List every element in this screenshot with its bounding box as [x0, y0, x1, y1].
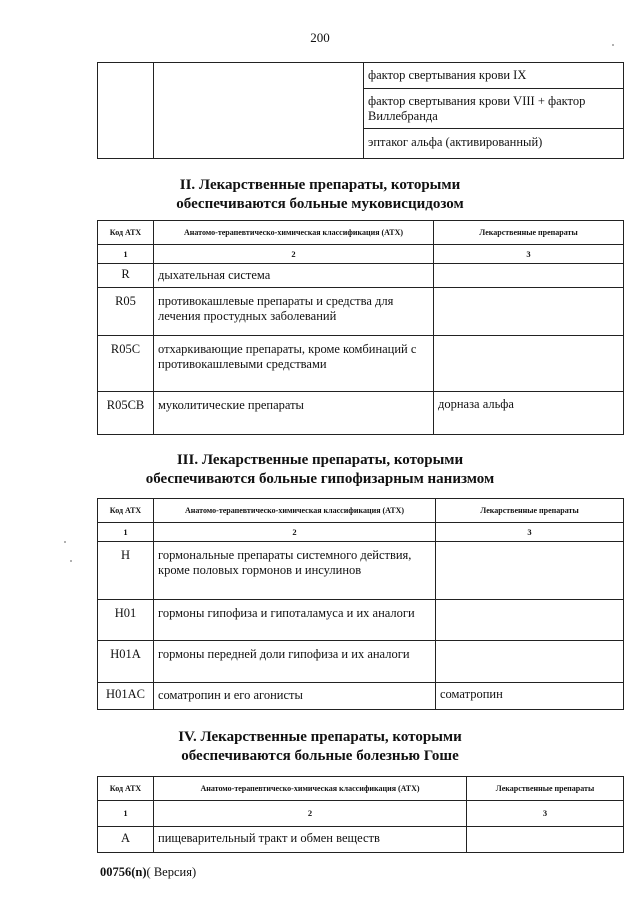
atc-class: муколитические препараты — [154, 392, 434, 435]
footer-version: ( Версия) — [146, 865, 197, 879]
atc-class: противокашлевые препараты и средства для лечения простудных заболеваний — [154, 288, 434, 336]
table-cell: фактор свертывания крови VIII + фактор Виллебранда — [364, 89, 624, 129]
atc-class: соматропин и его агонисты — [154, 683, 436, 710]
section-title-line: III. Лекарственные препараты, которыми — [176, 452, 464, 468]
column-header: Анатомо-терапевтическо-химическая классификация (АТХ) — [154, 221, 434, 245]
atc-code: A — [98, 827, 154, 853]
drug-name — [434, 288, 624, 336]
table-row — [98, 641, 624, 683]
atc-class: гормональные препараты системного действия, кроме половых гормонов и инсулинов — [154, 542, 436, 600]
atc-code: R05CB — [98, 392, 154, 435]
drug-name — [434, 336, 624, 392]
column-number: 2 — [154, 245, 434, 264]
section-title-line: обеспечиваются больные болезнью Гоше — [181, 748, 459, 764]
drug-table — [97, 220, 624, 435]
section-title — [60, 176, 580, 214]
atc-class: гормоны передней доли гипофиза и их аналоги — [154, 641, 436, 683]
column-number: 2 — [154, 523, 436, 542]
table-cell: фактор свертывания крови IX — [364, 63, 624, 89]
table-cell — [98, 63, 154, 159]
atc-code: H01 — [98, 600, 154, 641]
column-header: Лекарственные препараты — [436, 499, 624, 523]
table-row — [98, 542, 624, 600]
footer-code — [100, 865, 196, 880]
scan-speck — [612, 44, 614, 46]
section-title-line: обеспечиваются больные гипофизарным нанизмом — [145, 471, 495, 487]
table-row — [98, 600, 624, 641]
table-row — [98, 264, 624, 288]
column-header: Код АТХ — [98, 499, 154, 523]
scan-speck — [70, 560, 72, 562]
atc-code: H01AC — [98, 683, 154, 710]
section-title — [60, 451, 580, 489]
column-number: 2 — [154, 801, 467, 827]
table-row — [98, 683, 624, 710]
scan-speck — [64, 541, 66, 543]
table-row — [98, 827, 624, 853]
drug-name — [436, 641, 624, 683]
column-number: 3 — [467, 801, 624, 827]
column-number: 1 — [98, 801, 154, 827]
drug-table — [97, 776, 624, 853]
section-title-line: обеспечиваются больные муковисцидозом — [176, 196, 464, 212]
atc-class: отхаркивающие препараты, кроме комбинаций с противокашлевыми средствами — [154, 336, 434, 392]
drug-name — [434, 264, 624, 288]
table-row — [98, 392, 624, 435]
atc-code: R05C — [98, 336, 154, 392]
page-number: 200 — [310, 30, 330, 45]
column-number: 3 — [436, 523, 624, 542]
column-number: 3 — [434, 245, 624, 264]
drug-table — [97, 498, 624, 710]
section-title — [60, 728, 580, 766]
atc-code: R — [98, 264, 154, 288]
atc-class: пищеварительный тракт и обмен веществ — [154, 827, 467, 853]
table-row — [98, 288, 624, 336]
table-row — [98, 336, 624, 392]
drug-name — [467, 827, 624, 853]
drug-name — [436, 542, 624, 600]
atc-class: дыхательная система — [154, 264, 434, 288]
column-number: 1 — [98, 523, 154, 542]
column-header: Лекарственные препараты — [434, 221, 624, 245]
drug-name — [436, 600, 624, 641]
column-number: 1 — [98, 245, 154, 264]
table-cell — [154, 63, 364, 159]
footer-doc-code: 00756(n) — [100, 865, 147, 879]
section-title-line: IV. Лекарственные препараты, которыми — [178, 729, 462, 745]
column-header: Код АТХ — [98, 777, 154, 801]
column-header: Анатомо-терапевтическо-химическая классификация (АТХ) — [154, 777, 467, 801]
atc-code: H — [98, 542, 154, 600]
atc-code: R05 — [98, 288, 154, 336]
column-header: Анатомо-терапевтическо-химическая классификация (АТХ) — [154, 499, 436, 523]
drug-name: дорназа альфа — [434, 392, 624, 435]
atc-class: гормоны гипофиза и гипоталамуса и их аналоги — [154, 600, 436, 641]
continuation-table — [97, 62, 624, 159]
section-title-line: II. Лекарственные препараты, которыми — [179, 177, 461, 193]
column-header: Лекарственные препараты — [467, 777, 624, 801]
column-header: Код АТХ — [98, 221, 154, 245]
table-cell: эптаког альфа (активированный) — [364, 129, 624, 159]
drug-name: соматропин — [436, 683, 624, 710]
atc-code: H01A — [98, 641, 154, 683]
